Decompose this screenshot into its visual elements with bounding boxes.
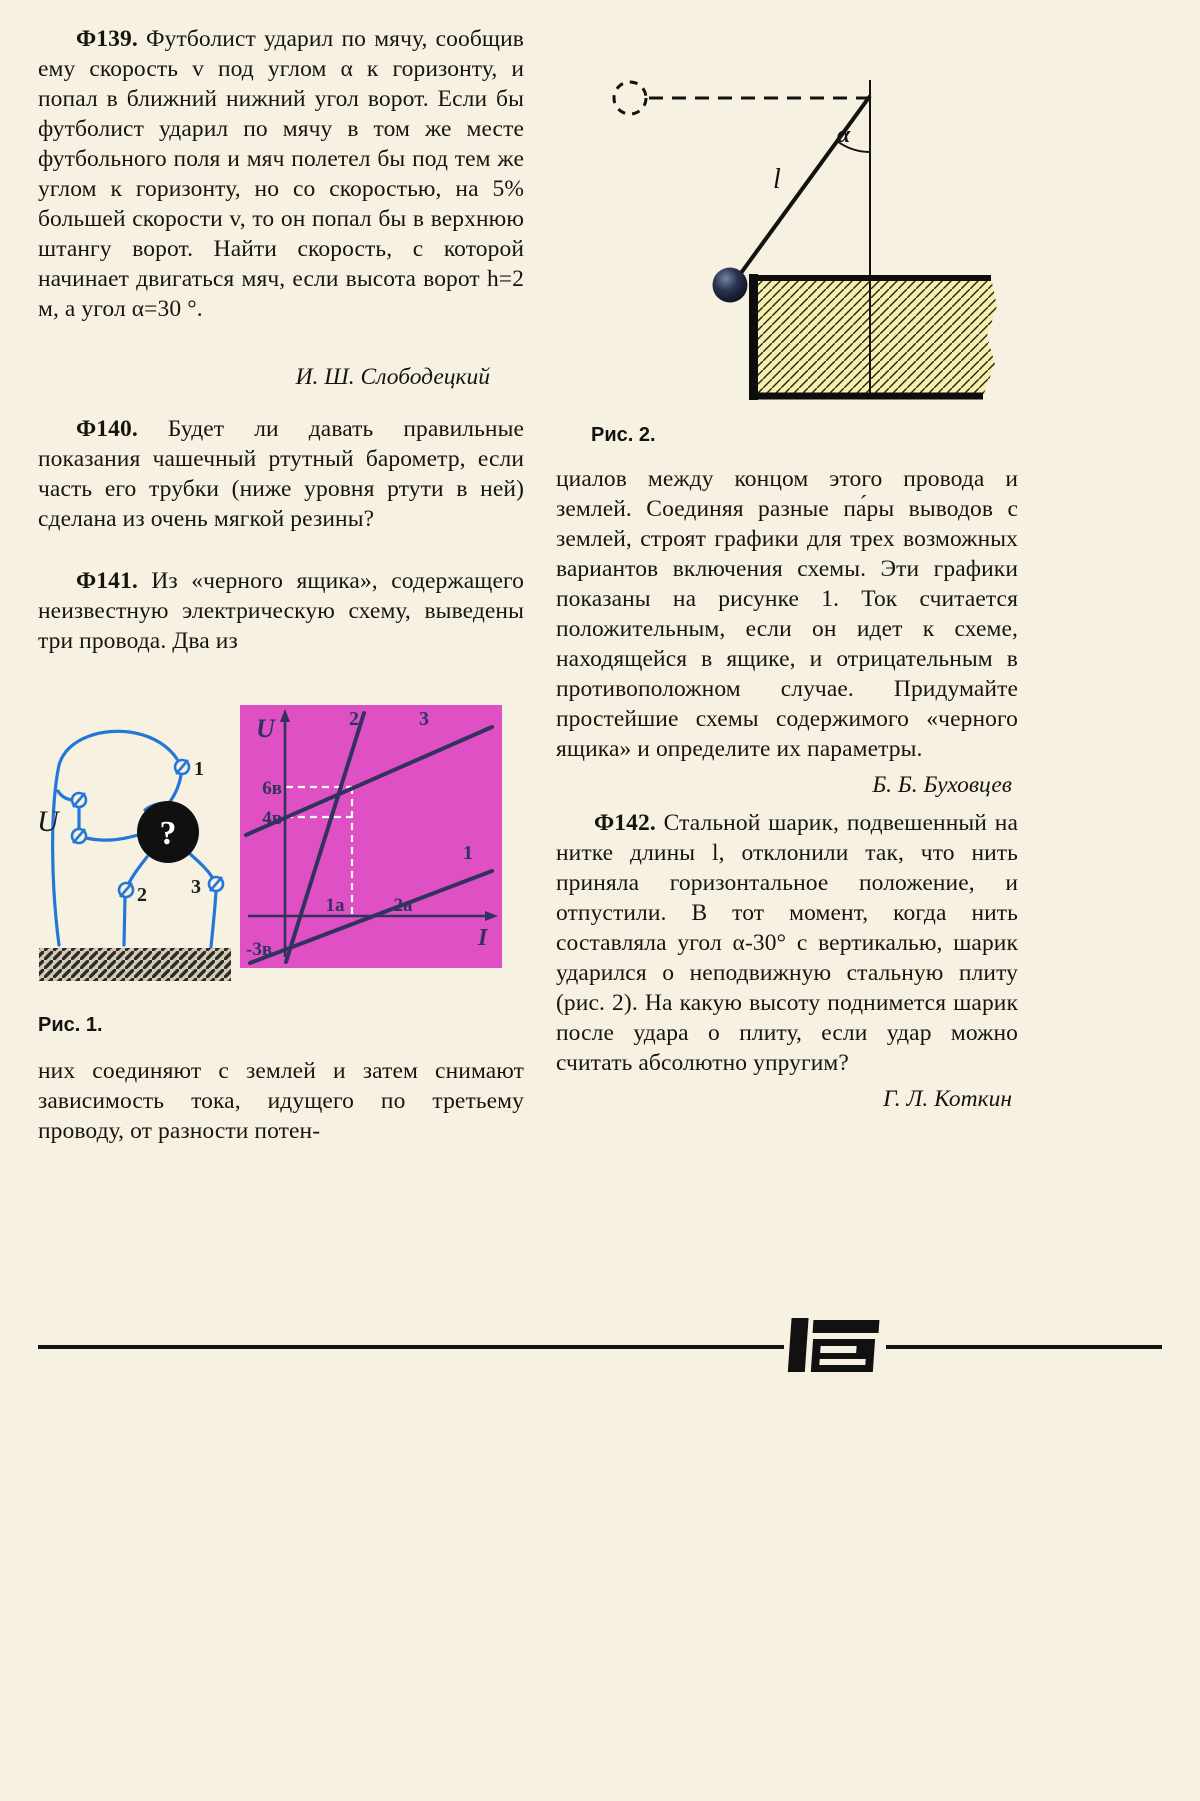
graph-i-label: I — [478, 925, 488, 951]
ground-hatch — [39, 948, 231, 981]
pendulum-thread — [741, 96, 870, 273]
kvant-logo-glyphs — [788, 1318, 880, 1372]
graph-u-label: U — [256, 714, 275, 743]
figure-1-caption: Рис. 1. — [38, 1014, 103, 1036]
problem-f139-text: Футболист ударил по мячу, сообщив ему скорость v под углом α к горизонту, и попал в ближний нижний угол ворот. Если бы футболист ударил по мячу в том же месте футбольного поля и мяч полетел бы под тем же углом к горизонту, но со скоростью, на 5% большей скорости v, то он попал бы в верхнюю штангу ворот. Найти скорость, с которой начинает двигаться мяч, если высота ворот h=2 м, а угол α=30 °. — [38, 26, 524, 322]
steel-ball — [713, 268, 748, 303]
line-3-label: 3 — [419, 708, 429, 730]
terminal-3-icon — [209, 877, 223, 891]
vi-graph — [240, 705, 502, 968]
tick-1a: 1а — [325, 895, 345, 916]
author-f142: Г. Л. Коткин — [883, 1086, 1012, 1112]
author-f141: Б. Б. Буховцев — [872, 772, 1012, 798]
black-box-question-label: ? — [159, 815, 177, 852]
length-l-label: l — [773, 164, 781, 195]
line-2-label: 2 — [349, 708, 359, 730]
circuit-sketch — [35, 699, 245, 994]
problem-f141-number: Ф141. — [76, 568, 138, 594]
line-1-label: 1 — [463, 842, 473, 864]
circuit-label-2: 2 — [137, 884, 147, 906]
terminal-u-top-icon — [72, 793, 86, 807]
figure-2 — [583, 28, 1011, 420]
tick-minus3v: -3в — [246, 939, 273, 960]
left-continuation: них соединяют с землей и затем снимают зависимость тока, идущего по третьему проводу, от разности потен- — [38, 1058, 524, 1144]
terminal-2-icon — [119, 883, 133, 897]
tick-4v: 4в — [262, 808, 282, 829]
tick-6v: 6в — [262, 778, 282, 799]
problem-f140-text: Будет ли давать правильные показания чашечный ртутный барометр, если часть его трубки (ниже уровня ртути в ней) сделана из очень мягкой резины? — [38, 416, 524, 532]
figure-2-caption: Рис. 2. — [591, 424, 656, 446]
angle-alpha-label: α — [837, 122, 851, 148]
circuit-u-label: U — [37, 805, 59, 838]
hatched-plate — [753, 278, 997, 396]
kvant-logo — [784, 1312, 886, 1380]
figure-1 — [35, 693, 505, 983]
problem-f140-number: Ф140. — [76, 416, 138, 442]
circuit-label-3: 3 — [191, 876, 201, 898]
right-column — [556, 464, 1018, 1122]
tick-2a: 2а — [393, 895, 413, 916]
graph-background — [240, 705, 502, 968]
terminal-u-bottom-icon — [72, 829, 86, 843]
kvant-logo-frame — [784, 1312, 886, 1380]
right-continuation: циалов между концом этого провода и землей. Соединяя разные па́ры выводов с землей, строят графики для трех возможных вариантов включения схемы. Эти графики показаны на рисунке 1. Ток считается положительным, если он идет к схеме, находящейся в ящике, и отрицательным в противоположном случае. Придумайте простейшие схемы содержимого «черного ящика» и определите их параметры. — [556, 466, 1018, 762]
problem-f139-number: Ф139. — [76, 26, 138, 52]
bottom-rule — [38, 1345, 1162, 1349]
problem-f142-text: Стальной шарик, подвешенный на нитке длины l, отклонили так, что нить приняла горизонтальное положение, и отпустили. В тот момент, когда нить составляла угол α-30° с вертикалью, шарик ударился о неподвижную стальную плиту (рис. 2). На какую высоту поднимется шарик после удара о плиту, если удар можно считать абсолютно упругим? — [556, 810, 1019, 1076]
terminal-1-icon — [175, 760, 189, 774]
author-f139: И. Ш. Слободецкий — [295, 364, 490, 390]
problem-f140 — [38, 414, 524, 534]
problem-f139 — [38, 24, 524, 324]
initial-position-dashed-circle — [614, 82, 646, 114]
problem-f141-text: Из «черного ящика», содержащего неизвестную электрическую схему, выведены три провода. Два из — [38, 568, 525, 654]
problem-f142-number: Ф142. — [594, 810, 656, 836]
circuit-label-1: 1 — [194, 758, 204, 780]
problem-f141 — [38, 566, 524, 656]
problem-f142 — [556, 808, 1018, 1078]
